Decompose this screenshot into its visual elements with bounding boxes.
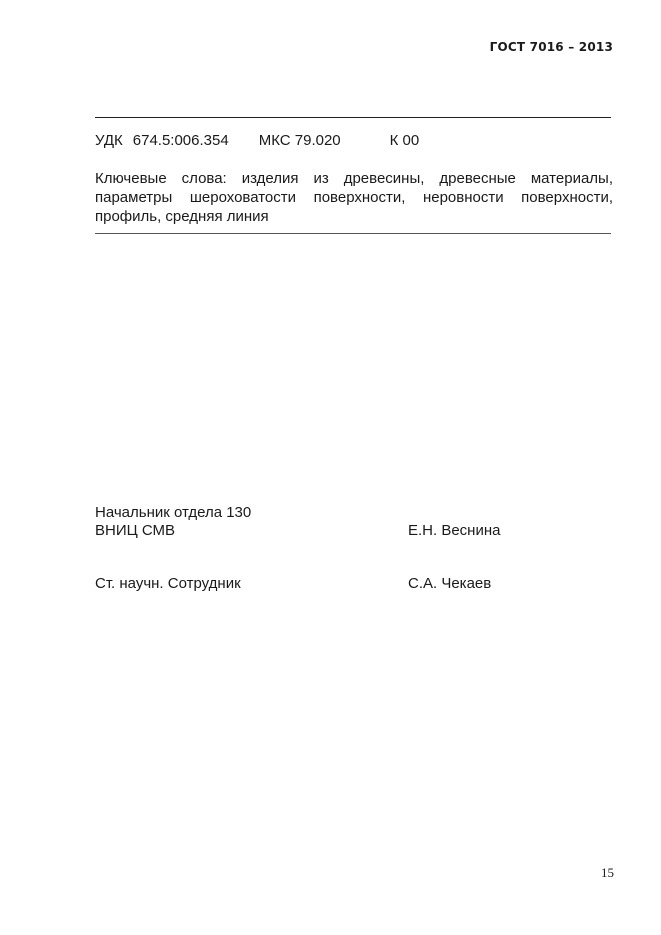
k-code: К 00	[389, 132, 420, 149]
page-number: 15	[601, 865, 614, 880]
document-code: ГОСТ 7016 – 2013	[489, 40, 613, 54]
mks-code: МКС 79.020	[258, 132, 341, 149]
signatory-1-name: Е.Н. Веснина	[408, 522, 501, 539]
top-divider	[95, 117, 611, 118]
udk-label: УДК	[95, 132, 123, 149]
udk-value: 674.5:006.354	[132, 132, 229, 149]
bottom-divider	[95, 233, 611, 234]
keywords-paragraph: Ключевые слова: изделия из древесины, древесные материалы, параметры шероховатости поверхности, неровности поверхности, профиль, средняя линия	[95, 170, 613, 225]
classification-line	[95, 132, 419, 149]
signatory-1-organization: ВНИЦ СМВ	[95, 522, 176, 539]
signatory-1-position: Начальник отдела 130	[95, 504, 252, 521]
signatory-2-position: Ст. научн. Сотрудник	[95, 575, 241, 592]
signatory-2-name: С.А. Чекаев	[408, 575, 492, 592]
